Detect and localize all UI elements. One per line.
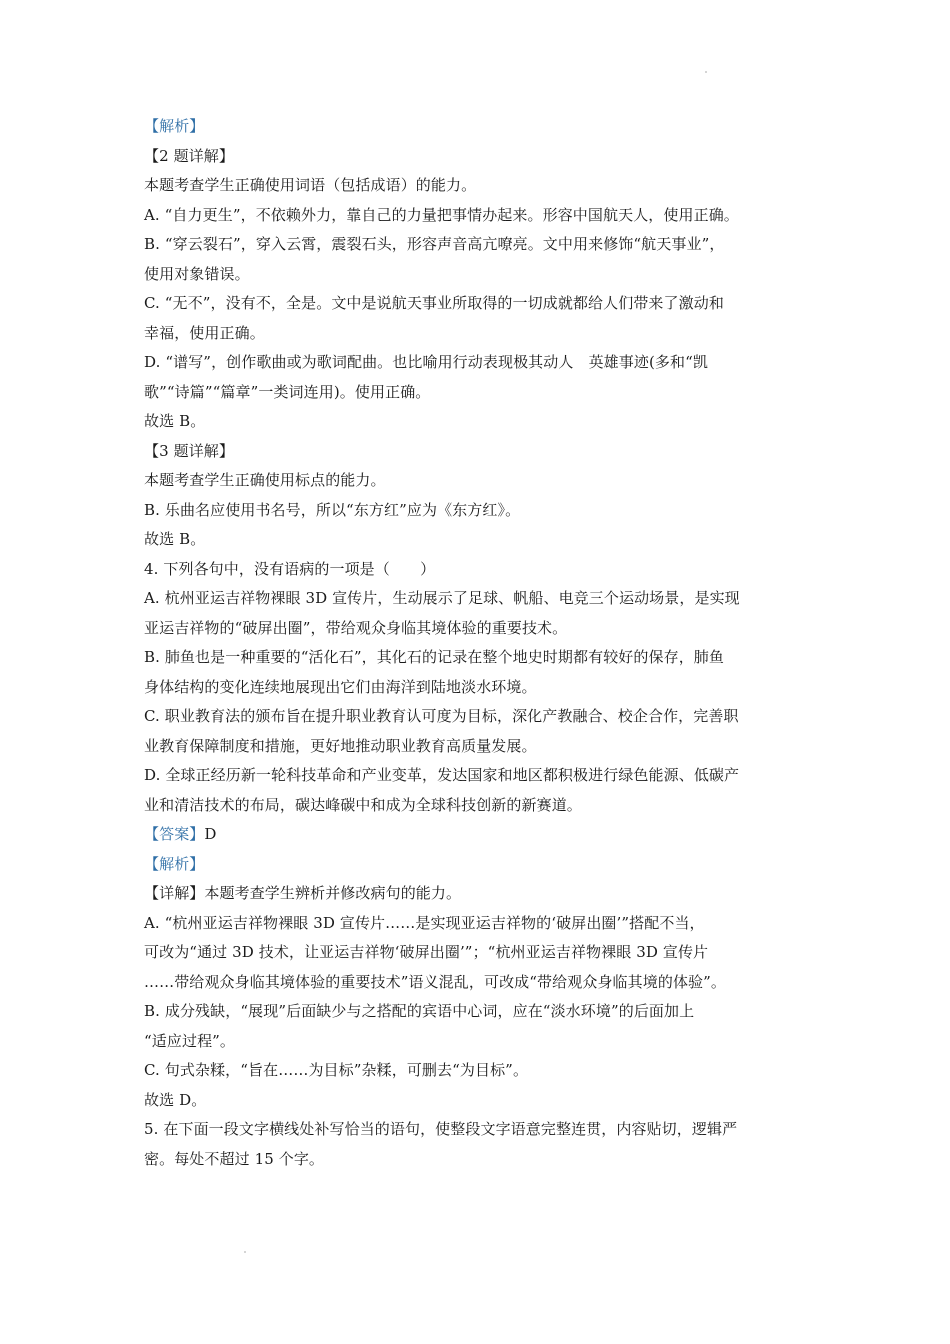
q4-option-a-line2: 亚运吉祥物的“破屏出圈”，带给观众身临其境体验的重要技术。 <box>144 618 568 637</box>
q2-option-a: A. “自力更生”，不依赖外力，靠自己的力量把事情办起来。形容中国航天人，使用正确。 <box>144 205 739 224</box>
q5-stem-line2: 密。每处不超过 15 个字。 <box>144 1149 325 1168</box>
q3-detail-heading: 【3 题详解】 <box>144 441 235 460</box>
q2-option-b-line1: B. “穿云裂石”，穿入云霄，震裂石头，形容声音高亢嘹亮。文中用来修饰“航天事业”， <box>144 235 725 253</box>
q4-explain-a-line1: A. “杭州亚运吉祥物裸眼 3D 宣传片……是实现亚运吉祥物的‘破屏出圈’”搭配不当， <box>144 913 705 932</box>
corner-mark-bottom <box>244 1251 246 1253</box>
q4-answer-line <box>144 820 824 850</box>
q4-option-a-line1: A. 杭州亚运吉祥物裸眼 3D 宣传片，生动展示了足球、帆船、电竞三个运动场景，是实现 <box>144 589 740 607</box>
q2-option-c-line2: 幸福，使用正确。 <box>144 323 265 342</box>
answer-value: D <box>204 825 217 843</box>
q2-option-d-line1: D. “谱写”，创作歌曲或为歌词配曲。也比喻用行动表现极其动人 英雄事迹(多和“凯 <box>144 353 708 371</box>
q4-analysis-heading: 【解析】 <box>144 854 205 873</box>
q3-intro: 本题考查学生正确使用标点的能力。 <box>144 471 386 489</box>
q2-option-d-line2: 歌”“诗篇”“篇章”一类词连用)。使用正确。 <box>144 382 431 401</box>
q4-option-b-line1: B. 肺鱼也是一种重要的“活化石”，其化石的记录在整个地史时期都有较好的保存，肺鱼 <box>144 648 724 666</box>
q5-stem-line1: 5. 在下面一段文字横线处补写恰当的语句，使整段文字语意完整连贯，内容贴切，逻辑严 <box>144 1120 738 1138</box>
document-page <box>144 112 824 1174</box>
q4-detail-intro: 【详解】本题考查学生辨析并修改病句的能力。 <box>144 884 462 902</box>
q3-option-b: B. 乐曲名应使用书名号，所以“东方红”应为《东方红》。 <box>144 500 521 519</box>
q2-intro: 本题考查学生正确使用词语（包括成语）的能力。 <box>144 176 477 194</box>
q4-explain-b-line1: B. 成分残缺，“展现”后面缺少与之搭配的宾语中心词，应在“淡水环境”的后面加上 <box>144 1002 695 1020</box>
q4-option-d-line2: 业和清洁技术的布局，碳达峰碳中和成为全球科技创新的新赛道。 <box>144 795 582 814</box>
q3-answer: 故选 B。 <box>144 530 206 548</box>
q4-option-b-line2: 身体结构的变化连续地展现出它们由海洋到陆地淡水环境。 <box>144 677 537 696</box>
q2-answer: 故选 B。 <box>144 412 206 430</box>
analysis-heading: 【解析】 <box>144 117 205 135</box>
q4-explain-c: C. 句式杂糅，“旨在……为目标”杂糅，可删去“为目标”。 <box>144 1061 529 1079</box>
q4-explain-b-line2: “适应过程”。 <box>144 1031 236 1050</box>
q4-stem: 4. 下列各句中，没有语病的一项是（ ） <box>144 559 436 578</box>
q2-option-b-line2: 使用对象错误。 <box>144 264 250 283</box>
q4-explain-a-line2: 可改为“通过 3D 技术，让亚运吉祥物‘破屏出圈’”；“杭州亚运吉祥物裸眼 3D 宣传片 <box>144 943 709 961</box>
q4-explain-a-line3: ……带给观众身临其境体验的重要技术”语义混乱，可改成“带给观众身临其境的体验”。 <box>144 972 727 991</box>
q2-option-c-line1: C. “无不”，没有不，全是。文中是说航天事业所取得的一切成就都给人们带来了激动和 <box>144 294 724 312</box>
q4-option-d-line1: D. 全球正经历新一轮科技革命和产业变革，发达国家和地区都积极进行绿色能源、低碳产 <box>144 766 740 784</box>
q4-option-c-line2: 业教育保障制度和措施，更好地推动职业教育高质量发展。 <box>144 736 537 755</box>
q4-option-c-line1: C. 职业教育法的颁布旨在提升职业教育认可度为目标，深化产教融合、校企合作，完善职 <box>144 707 739 725</box>
corner-mark-top <box>705 71 707 73</box>
q4-conclusion: 故选 D。 <box>144 1090 207 1109</box>
q2-detail-heading: 【2 题详解】 <box>144 146 235 165</box>
answer-label: 【答案】 <box>144 825 205 843</box>
